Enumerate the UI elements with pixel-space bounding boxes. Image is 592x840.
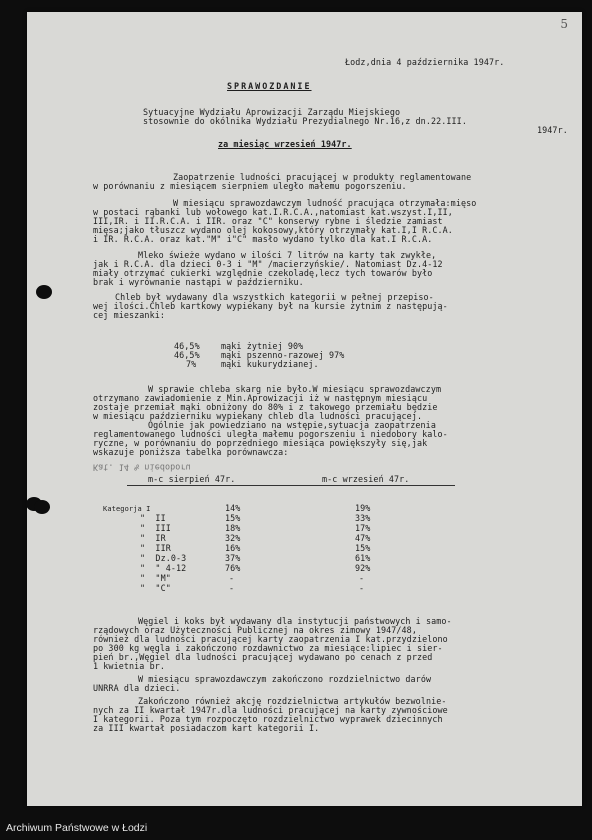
table-cat: " " 4-12	[140, 563, 187, 573]
table-cat: " II	[140, 513, 166, 523]
text-line: Zakończono również akcję rozdzielnictwa artykułów bezwolnie-	[138, 696, 447, 706]
document-title: SPRAWOZDANIE	[227, 81, 312, 91]
text-line: mięsa;jako tłuszcz wydano olej kokosowy,który otrzymały kat.I,I R.C.A.	[93, 225, 453, 235]
table-sep: 61%	[355, 553, 371, 563]
table-cat: " IR	[140, 533, 166, 543]
table-sep: 17%	[355, 523, 371, 533]
text-line: wej ilości.Chleb kartkowy wypiekany był na kursie żytnim z następują-	[93, 301, 448, 311]
table-aug: 76%	[225, 563, 241, 573]
mixture-pct: 46,5%	[174, 341, 200, 351]
table-aug: 32%	[225, 533, 241, 543]
table-sep: 19%	[355, 503, 371, 513]
table-sep: 92%	[355, 563, 371, 573]
text-line: Ogólnie jak powiedziano na wstępie,sytuacja zaopatrzenia	[148, 420, 436, 430]
mixture-name: mąki kukurydzianej.	[221, 359, 319, 369]
table-aug: -	[229, 573, 235, 583]
table-header-aug: m-c sierpień 47r.	[148, 474, 236, 484]
text-line: w porównaniu z miesiącem sierpniem uległo małemu pogorszeniu.	[93, 181, 407, 191]
text-line: jak i R.C.A. dla dzieci 0-3 i "M" /macierzyńskie/. Natomiast Dz.4-12	[93, 259, 443, 269]
table-cat: " Dz.0-3	[140, 553, 187, 563]
table-aug: 18%	[225, 523, 241, 533]
report-period: za miesiąc wrzesień 1947r.	[218, 139, 352, 149]
table-sep: 47%	[355, 533, 371, 543]
text-line: W miesiącu sprawozdawczym zakończono rozdzielnictwo darów	[138, 674, 432, 684]
text-line: cej mieszanki:	[93, 310, 165, 320]
mixture-pct: 46,5%	[174, 350, 200, 360]
text-line: ryczne, w porównaniu do poprzedniego miesiąca powiększyły się,jak	[93, 438, 428, 448]
text-line: rządowych oraz Użyteczności Publicznej na okres zimowy 1947/48,	[93, 625, 417, 635]
text-line: wskazuje poniższa tabelka porównawcza:	[93, 447, 289, 457]
mixture-name: mąki pszenno-razowej 97%	[221, 350, 345, 360]
table-header-sep: m-c wrzesień 47r.	[322, 474, 410, 484]
text-line: brak i wyrównanie nastąpi w październiku.	[93, 277, 304, 287]
table-sep: -	[359, 583, 365, 593]
table-sep: -	[359, 573, 365, 583]
text-line: Zaopatrzenie ludności pracującej w produkty reglamentowane	[173, 172, 472, 182]
table-header-rule	[127, 485, 455, 486]
text-line: i IR. R.C.A. oraz kat."M" i"C" masło wydano tylko dla kat.I R.C.A.	[93, 234, 433, 244]
document-page	[27, 12, 582, 806]
text-line: pień br.,Węgiel dla ludności pracującej wydawano po cenach z przed	[93, 652, 433, 662]
subtitle-line-3: 1947r.	[537, 125, 568, 135]
table-aug: 15%	[225, 513, 241, 523]
table-aug: 16%	[225, 543, 241, 553]
table-sep: 15%	[355, 543, 371, 553]
text-line: w miesiącu październiku wypiekany chleb dla ludności pracującej.	[93, 411, 423, 421]
table-cat: " "M"	[140, 573, 171, 583]
table-cat: " IIR	[140, 543, 171, 553]
table-aug: 37%	[225, 553, 241, 563]
page-number: 5	[560, 17, 568, 31]
text-line: za III kwartał posiadaczom kart kategorii I.	[93, 723, 320, 733]
text-line: otrzymano zawiadomienie z Min.Aprowizacji iż w następnym miesiącu	[93, 393, 428, 403]
place-date: Łodz,dnia 4 października 1947r.	[345, 57, 505, 67]
text-line: również dla ludności pracującej karty zaopatrzenia I kat.przydzielono	[93, 634, 448, 644]
table-cat: Kategorja I	[103, 505, 151, 513]
table-cat: " "C"	[140, 583, 171, 593]
punch-hole	[36, 285, 52, 299]
text-line: 1 kwietnia br.	[93, 661, 165, 671]
text-line: po 300 kg węgla i zakończono rozdawnictwo za miesiące:lipiec i sier-	[93, 643, 443, 653]
table-aug: 14%	[225, 503, 241, 513]
table-sep: 33%	[355, 513, 371, 523]
text-line: I kategorii. Poza tym rozpoczęto rozdzielnictwo wyprawek dziecinnych	[93, 714, 443, 724]
subtitle-line-1: Sytuacyjne Wydziału Aprowizacji Zarządu Miejskiego	[143, 107, 401, 117]
table-cat: " III	[140, 523, 171, 533]
text-line: W miesiącu sprawozdawczym ludność pracująca otrzymała:mięso	[173, 198, 477, 208]
subtitle-line-2: stosownie do okólnika Wydziału Prezydialnego Nr.16,z dn.22.III.	[143, 116, 467, 126]
text-line: miały otrzymać cukierki względnie czekoladę,lecz tych towarów było	[93, 268, 433, 278]
mixture-pct: 7%	[186, 359, 197, 369]
text-line: reglamentowanego ludności uległa małemu pogorszeniu i niedobory kalo-	[93, 429, 448, 439]
table-aug: -	[229, 583, 235, 593]
text-line: III,IR. i II.R.C.A. i IIR. oraz "C" konserwy rybne i śledzie zamiast	[93, 216, 443, 226]
text-line: Chleb był wydawany dla wszystkich kategorii w pełnej przepiso-	[115, 292, 434, 302]
text-line: nych za II kwartał 1947r.dla ludności pracującej na karty zywnościowe	[93, 705, 448, 715]
archive-name: Archiwum Państwowe w Łodzi	[6, 822, 148, 834]
text-line: Węgiel i koks był wydawany dla instytucji państwowych i samo-	[138, 616, 452, 626]
text-line: Mleko świeże wydano w ilości 7 litrów na karty tak zwykłe,	[138, 250, 437, 260]
mixture-name: mąki żytniej 90%	[221, 341, 304, 351]
table-scribble: Kat. 14 % niedoboru	[93, 462, 191, 473]
text-line: W sprawie chleba skarg nie było.W miesiącu sprawozdawczym	[148, 384, 442, 394]
text-line: UNRRA dla dzieci.	[93, 683, 181, 693]
text-line: w postaci rąbanki lub wołowego kat.I.R.C.A.,natomiast kat.wszyst.I,II,	[93, 207, 453, 217]
text-line: zostaje przemiał mąki obniżony do 80% i z takowego przemiału będzie	[93, 402, 438, 412]
punch-hole	[34, 500, 50, 514]
